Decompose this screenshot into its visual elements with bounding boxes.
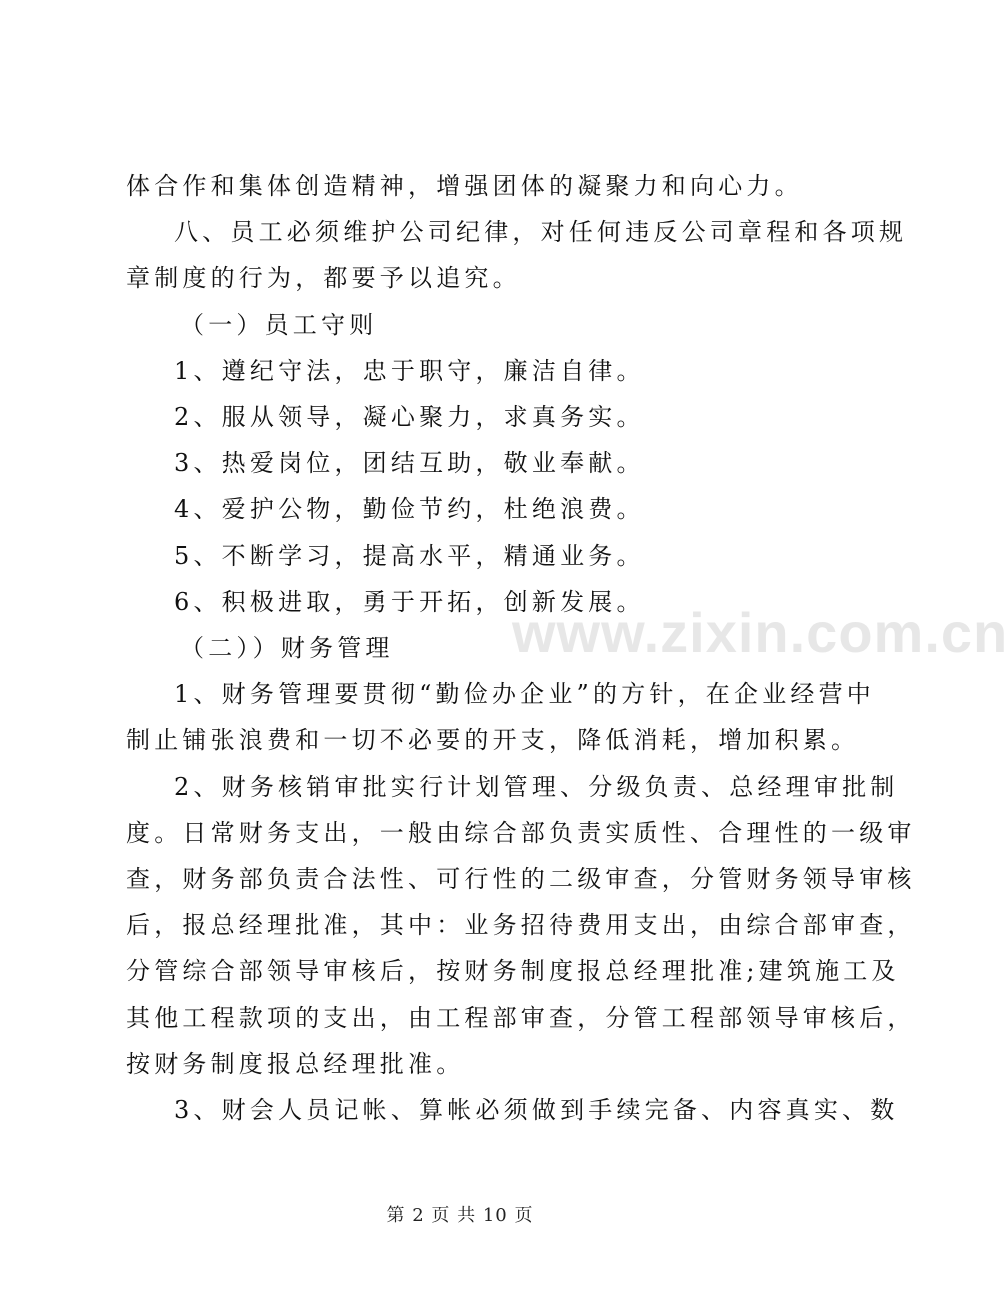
paragraph-line: 查，财务部负责合法性、可行性的二级审查，分管财务领导审核 bbox=[126, 865, 916, 894]
page-footer: 第 2 页 共 10 页 bbox=[386, 1205, 534, 1226]
list-item: 2、服从领导，凝心聚力，求真务实。 bbox=[174, 403, 645, 432]
paragraph-line: 1、财务管理要贯彻“勤俭办企业”的方针，在企业经营中 bbox=[174, 680, 876, 709]
list-item: 5、不断学习，提高水平，精通业务。 bbox=[174, 541, 645, 570]
paragraph-line: 体合作和集体创造精神，增强团体的凝聚力和向心力。 bbox=[126, 172, 803, 200]
paragraph-line: 后，报总经理批准，其中：业务招待费用支出，由综合部审查， bbox=[126, 911, 916, 940]
paragraph-line: 分管综合部领导审核后，按财务制度报总经理批准;建筑施工及 bbox=[126, 957, 900, 986]
paragraph-line: 度。日常财务支出，一般由综合部负责实质性、合理性的一级审 bbox=[126, 818, 916, 847]
list-item: 6、积极进取，勇于开拓，创新发展。 bbox=[174, 587, 645, 616]
paragraph-line: 制止铺张浪费和一切不必要的开支，降低消耗，增加积累。 bbox=[126, 726, 860, 755]
paragraph-line: 2、财务核销审批实行计划管理、分级负责、总经理审批制 bbox=[174, 772, 899, 801]
paragraph-line: 八、员工必须维护公司纪律，对任何违反公司章程和各项规 bbox=[174, 218, 908, 247]
list-item: 1、遵纪守法，忠于职守，廉洁自律。 bbox=[174, 356, 645, 385]
paragraph-line: 按财务制度报总经理批准。 bbox=[126, 1049, 465, 1078]
paragraph-line: 3、财会人员记帐、算帐必须做到手续完备、内容真实、数 bbox=[174, 1096, 899, 1125]
section-heading-finance: （二））财务管理 bbox=[180, 634, 394, 663]
section-heading-employee-rules: （一）员工守则 bbox=[180, 310, 378, 339]
watermark: www.zixin.com.cn bbox=[512, 601, 1008, 664]
paragraph-line: 其他工程款项的支出，由工程部审查，分管工程部领导审核后， bbox=[126, 1003, 916, 1032]
paragraph-line: 章制度的行为，都要予以追究。 bbox=[126, 264, 521, 293]
list-item: 4、爱护公物，勤俭节约，杜绝浪费。 bbox=[174, 495, 645, 524]
list-item: 3、热爱岗位，团结互助，敬业奉献。 bbox=[174, 449, 645, 478]
